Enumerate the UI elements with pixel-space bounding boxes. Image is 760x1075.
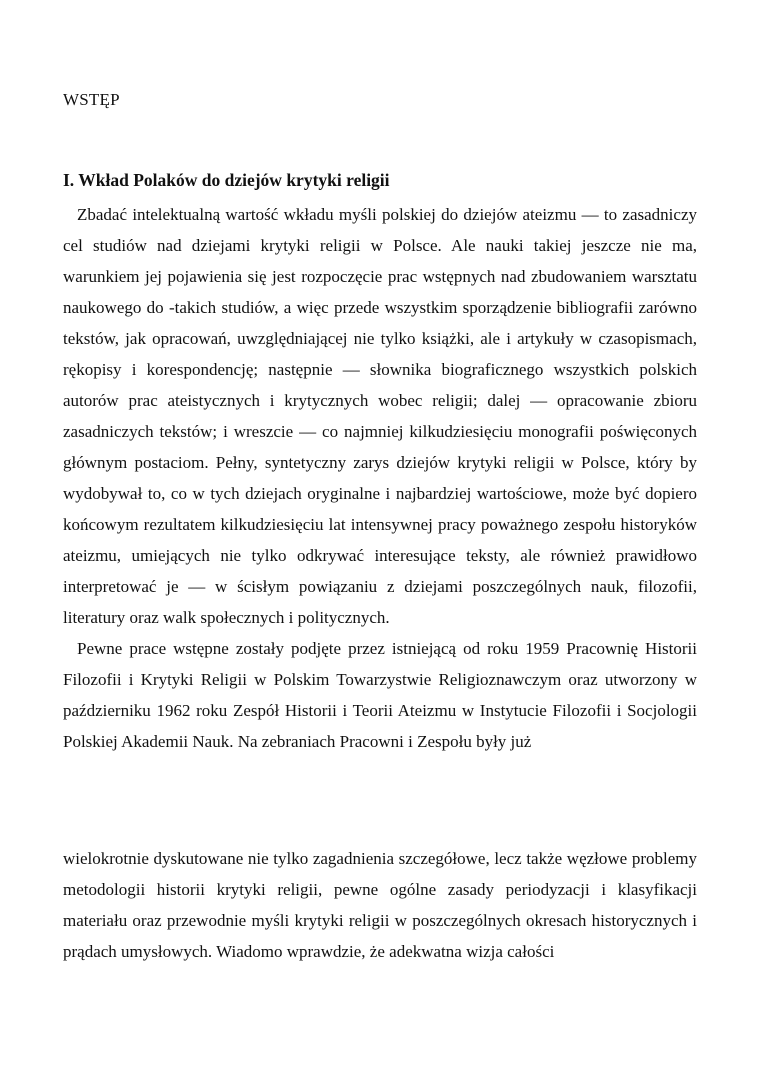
page-heading: WSTĘP (63, 90, 120, 109)
section-title: I. Wkład Polaków do dziejów krytyki religii (63, 170, 390, 190)
text-block-bottom (63, 843, 697, 967)
text-block-top (63, 199, 697, 757)
paragraph-2: Pewne prace wstępne zostały podjęte przez istniejącą od roku 1959 Pracownię Historii Filozofii i Krytyki Religii w Polskim Towarzystwie Religioznawczym oraz utworzony w październiku 1962 roku Zespół Historii i Teorii Ateizmu w Instytucie Filozofii i Socjologii Polskiej Akademii Nauk. Na zebraniach Pracowni i Zespołu były już (63, 639, 697, 751)
paragraph-3: wielokrotnie dyskutowane nie tylko zagadnienia szczegółowe, lecz także węzłowe problemy metodologii historii krytyki religii, pewne ogólne zasady periodyzacji i klasyfikacji materiału oraz przewodnie myśli krytyki religii w poszczególnych okresach historycznych i prądach umysłowych. Wiadomo wprawdzie, że adekwatna wizja całości (63, 849, 697, 961)
paragraph-1: Zbadać intelektualną wartość wkładu myśli polskiej do dziejów ateizmu — to zasadniczy cel studiów nad dziejami krytyki religii w Polsce. Ale nauki takiej jeszcze nie ma, warunkiem jej pojawienia się jest rozpoczęcie prac wstępnych nad zbudowaniem warsztatu naukowego do -takich studiów, a więc przede wszystkim sporządzenie bibliografii zarówno tekstów, jak opracowań, uwzględniającej nie tylko książki, ale i artykuły w czasopismach, rękopisy i korespondencję; następnie — słownika biograficznego wszystkich polskich autorów prac ateistycznych i krytycznych wobec religii; dalej — opracowanie zbioru zasadniczych tekstów; i wreszcie — co najmniej kilkudziesięciu monografii poświęconych głównym postaciom. Pełny, syntetyczny zarys dziejów krytyki religii w Polsce, który by wydobywał to, co w tych dziejach oryginalne i najbardziej wartościowe, może być dopiero końcowym rezultatem kilkudziesięciu lat intensywnej pracy poważnego zespołu historyków ateizmu, umiejących nie tylko odkrywać interesujące teksty, ale również prawidłowo interpretować je — w ścisłym powiązaniu z dziejami poszczególnych nauk, filozofii, literatury oraz walk społecznych i politycznych. (63, 205, 697, 627)
